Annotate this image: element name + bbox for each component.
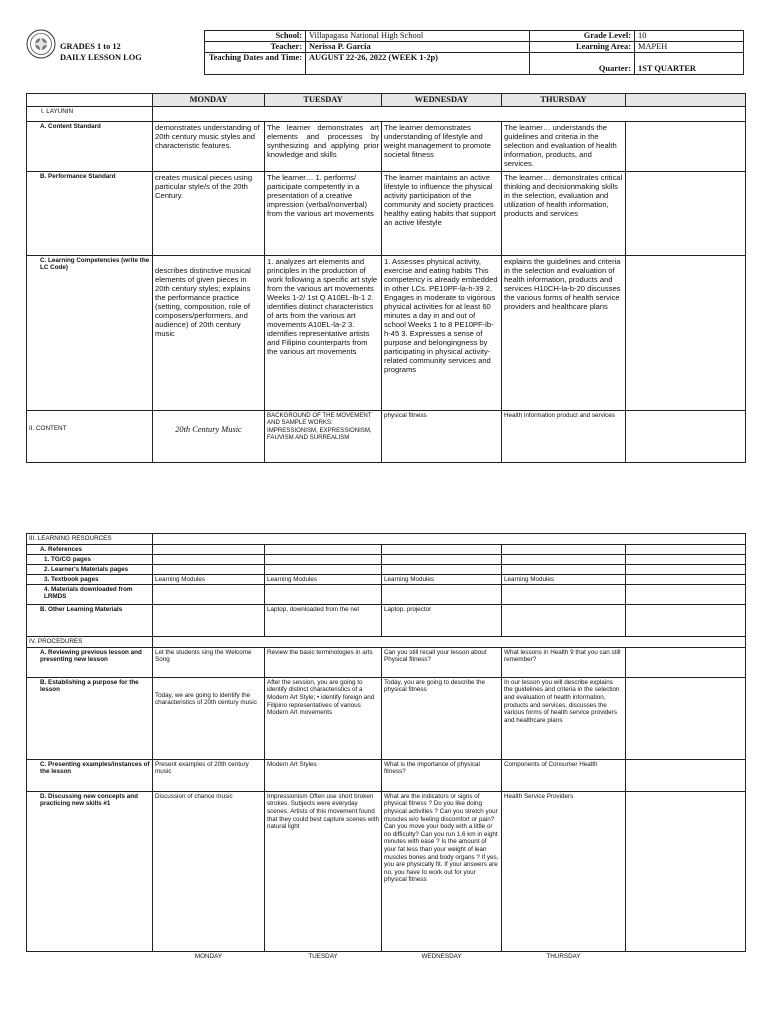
- title-grades: GRADES 1 to 12: [60, 42, 121, 51]
- cell-extra: [626, 122, 746, 172]
- quarter-value: 1ST QUARTER: [635, 53, 744, 75]
- cell-tuesday: The learner demonstrates art elements and processes by synthesizing and applying prior knowledge and skills: [265, 122, 382, 172]
- cell-monday: Today, we are going to identify the characteristics of 20th century music: [153, 677, 265, 759]
- table-row: [27, 647, 746, 677]
- cell-wednesday: Can you still recall your lesson about Physical fitness?: [382, 647, 502, 677]
- section-row-resources: [27, 534, 746, 545]
- school-label: School:: [205, 31, 306, 42]
- cell-monday: Let the students sing the Welcome Song: [153, 647, 265, 677]
- table-row: [27, 122, 746, 172]
- row-label: A. Reviewing previous lesson and presenting new lesson: [27, 647, 153, 677]
- cell-tuesday: The learner… 1. performs/ participate competently in a presentation of a creative impression (verbal/nonverbal) from the various art movements: [265, 172, 382, 256]
- table-row: [27, 564, 746, 574]
- cell-tuesday: Laptop, downloaded from the net: [265, 605, 382, 637]
- cell-tuesday: After the session, you are going to identify distinct characteristics of a Modern Art Style; • identify foreign and Filipino representatives of various Modern Art movements: [265, 677, 382, 759]
- cell-tuesday: Impressionism Often use short broken strokes. Subjects were everyday scenes. Artists of this movement found that they could best capture scenes with natural light: [265, 791, 382, 951]
- day-header-extra: [626, 94, 746, 107]
- row-label: B. Establishing a purpose for the lesson: [27, 677, 153, 759]
- objectives-table: [26, 93, 746, 463]
- row-label: 1. TG/CG pages: [27, 554, 153, 564]
- cell-tuesday: BACKGROUND OF THE MOVEMENT AND SAMPLE WORKS: IMPRESSIONISM, EXPRESSIONISM, FAUVISM AND SURREALISM: [265, 411, 382, 463]
- cell-monday: describes distinctive musical elements of given pieces in 20th century styles; explains the performance practice (setting, composition, role of composers/performers, and audience) of 20th century music: [153, 256, 265, 411]
- table-row: [27, 585, 746, 605]
- cell-wednesday: The learner demonstrates understanding of lifestyle and weight management to promote societal fitness: [382, 122, 502, 172]
- table-row: [27, 544, 746, 554]
- section-row-fill: [153, 534, 746, 545]
- table-row: [27, 605, 746, 637]
- teacher-value: Nerissa P. Garcia: [306, 42, 530, 53]
- cell-tuesday: Learning Modules: [265, 574, 382, 585]
- row-label: C. Learning Competencies (write the LC Code): [27, 256, 153, 411]
- row-label: B. Other Learning Materials: [27, 605, 153, 637]
- cell-wednesday: Learning Modules: [382, 574, 502, 585]
- cell-tuesday: Review the basic terminologies in arts: [265, 647, 382, 677]
- cell-thursday: [502, 605, 626, 637]
- cell-monday: 20th Century Music: [153, 411, 265, 463]
- table-row: [27, 554, 746, 564]
- dates-label: Teaching Dates and Time:: [205, 53, 306, 75]
- day-footer-thursday: THURSDAY: [546, 952, 581, 960]
- day-header-monday: MONDAY: [153, 94, 265, 107]
- section-row-objectives: [27, 107, 746, 122]
- row-label: A. Content Standard: [27, 122, 153, 172]
- cell-monday: demonstrates understanding of 20th century music styles and characteristic features.: [153, 122, 265, 172]
- cell-monday: creates musical pieces using particular style/s of the 20th Century.: [153, 172, 265, 256]
- row-label: 2. Learner's Materials pages: [27, 564, 153, 574]
- section-row-fill: [153, 107, 746, 122]
- area-label: Learning Area:: [530, 42, 635, 53]
- document-title: [60, 41, 142, 64]
- teacher-label: Teacher:: [205, 42, 306, 53]
- cell-wednesday: 1. Assesses physical activity, exercise and eating habits This competency is already embedded in other LCs. PE10PF-la-h-39 2. Engages in moderate to vigorous physical activities for at least 60 minutes a day in and out of school Weeks 1 to 8 PE10PF-lb-h-45 3. Expresses a sense of purpose and belongingness by participating in physical activity-related community services and programs: [382, 256, 502, 411]
- day-header-thursday: THURSDAY: [502, 94, 626, 107]
- table-row: [27, 411, 746, 463]
- cell-monday: [153, 605, 265, 637]
- cell-thursday: The learner… demonstrates critical thinking and decisionmaking skills in the selection, evaluation and utilization of health information, products and services: [502, 172, 626, 256]
- row-label: 3. Textbook pages: [27, 574, 153, 585]
- row-label: B. Performance Standard: [27, 172, 153, 256]
- section-label: III. LEARNING RESOURCES: [27, 534, 153, 545]
- dates-value: AUGUST 22-26, 2022 (WEEK 1-2p): [306, 53, 530, 75]
- day-header-blank: [27, 94, 153, 107]
- day-footer-monday: MONDAY: [194, 952, 223, 960]
- day-header-row: [27, 94, 746, 107]
- cell-thursday: What lessons in Health 9 that you can still remember?: [502, 647, 626, 677]
- day-footer-row: [27, 951, 746, 961]
- section-row-fill: [153, 637, 746, 648]
- cell-thursday: Health Service Providers: [502, 791, 626, 951]
- cell-wednesday: Today, you are going to describe the physical fitness: [382, 677, 502, 759]
- cell-thursday: Health information product and services: [502, 411, 626, 463]
- row-label: 4. Materials downloaded from LRMDS: [27, 585, 153, 605]
- day-footer-tuesday: TUESDAY: [308, 952, 338, 960]
- table-row: [27, 256, 746, 411]
- table-row: [27, 791, 746, 951]
- cell-thursday: In our lesson you will describe explains the guidelines and criteria in the selection and evaluation of health information, products and services, discusses the various forms of health service providers and healthcare plans: [502, 677, 626, 759]
- cell-extra: [626, 172, 746, 256]
- header-info-table: [204, 30, 744, 75]
- cell-tuesday: Modern Art Styles: [265, 759, 382, 791]
- section-row-procedures: [27, 637, 746, 648]
- row-label: A. References: [27, 544, 153, 554]
- cell-extra: [626, 411, 746, 463]
- day-header-tuesday: TUESDAY: [265, 94, 382, 107]
- row-label: II. CONTENT: [27, 411, 153, 463]
- section-label: IV. PROCEDURES: [27, 637, 153, 648]
- cell-thursday: Learning Modules: [502, 574, 626, 585]
- cell-thursday: explains the guidelines and criteria in the selection and evaluation of health information, products and services H10CH-la-b-20 discusses the various forms of health service providers and healthcare plans: [502, 256, 626, 411]
- table-row: [27, 172, 746, 256]
- grade-label: Grade Level:: [530, 31, 635, 42]
- quarter-label: Quarter:: [530, 53, 635, 75]
- cell-wednesday: physical fitness: [382, 411, 502, 463]
- day-header-wednesday: WEDNESDAY: [382, 94, 502, 107]
- cell-monday: Learning Modules: [153, 574, 265, 585]
- row-label: C. Presenting examples/instances of the lesson: [27, 759, 153, 791]
- procedures-table: [26, 533, 746, 961]
- table-row: [27, 759, 746, 791]
- day-footer-wednesday: WEDNESDAY: [421, 952, 462, 960]
- cell-monday: Present examples of 20th century music: [153, 759, 265, 791]
- title-dll: DAILY LESSON LOG: [60, 53, 142, 62]
- cell-thursday: The learner… understands the guidelines and criteria in the selection and evaluation of health information, products, and services.: [502, 122, 626, 172]
- table-row: [27, 574, 746, 585]
- area-value: MAPEH: [635, 42, 744, 53]
- deped-seal-icon: [26, 29, 56, 59]
- school-value: Villapagasa National High School: [306, 31, 530, 42]
- cell-tuesday: 1. analyzes art elements and principles in the production of work following a specific art style from the various art movements Weeks 1-2/ 1st Q A10EL-lb-1 2. identifies distinct characteristics of arts from the various art movements A10EL-la-2 3. identifies representative artists and Filipino counterparts from the various art movements: [265, 256, 382, 411]
- grade-value: 10: [635, 31, 744, 42]
- section-label: I. LAYUNIN: [27, 107, 153, 122]
- cell-extra: [626, 256, 746, 411]
- cell-wednesday: The learner maintains an active lifestyle to influence the physical activity participation of the community and society practices healthy eating habits that support an active lifestyle: [382, 172, 502, 256]
- cell-wednesday: What are the indicators or signs of physical fitness ? Do you like doing physical activities ? Can you stretch your muscles w/o feeling discomfort or pain? Can you move your body with a little or no difficulty? Can you run 1.6 km in eight minutes with ease ? Is the amount of your fat less than your weight of lean muscles bones and body organs ? If yes, you are physically fit. If your answers are no, you have to work out for your physical fitness: [382, 791, 502, 951]
- cell-monday: Discussion of chance music: [153, 791, 265, 951]
- row-label: D. Discussing new concepts and practicing new skills #1: [27, 791, 153, 951]
- cell-wednesday: Laptop, projector: [382, 605, 502, 637]
- cell-thursday: Components of Consumer Health: [502, 759, 626, 791]
- table-row: [27, 677, 746, 759]
- cell-wednesday: What is the importance of physical fitness?: [382, 759, 502, 791]
